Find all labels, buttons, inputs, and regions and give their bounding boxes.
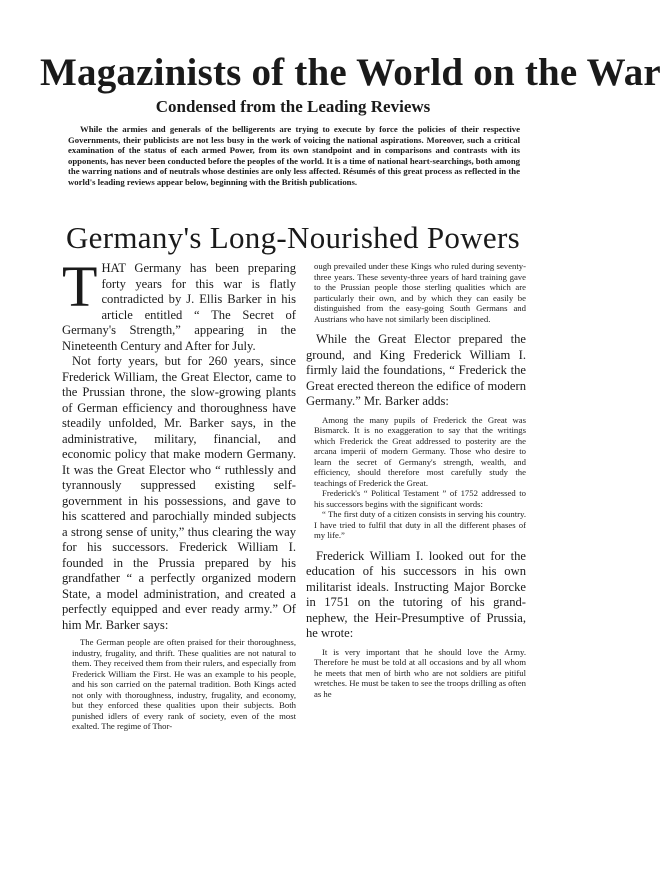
block-quote: The German people are often praised for their thoroughness, industry, frugality, and thrift. These qualities are not natural to them. They received them from their rulers, and especially from Frederick William the First. He was an example to his people, and his son carried on the paternal tradition. Both Kings acted not only with thoroughness, industry, frugality, and economy, but they enforced these qualities upon their subjects. Both punished idlers of every rank of society, even of the most exalted. The regime of Thor- xyxy=(72,637,296,731)
drop-cap: T xyxy=(62,254,98,319)
nested-quote: “ The first duty of a citizen consists in serving his country. I have tried to fulfil that duty in all the different phases of my life.” xyxy=(314,509,526,540)
block-quote: Frederick's “ Political Testament ” of 1752 addressed to his successors begins with the significant words: xyxy=(314,488,526,509)
article-title: Germany's Long-Nourished Powers xyxy=(66,220,520,255)
page-subtitle: Condensed from the Leading Reviews xyxy=(155,97,431,116)
body-paragraph: While the Great Elector prepared the ground, and King Frederick William I. firmly laid the foundations, “ Frederick the Great erected thereon the edifice of modern Germany.” Mr. Barker adds: xyxy=(306,332,526,408)
lead-paragraph-text: HAT Germany has been preparing forty years for this war is flatly contradicted by J. Ellis Barker in his article entitled “ The Secret of Germany's Strength,” appearing in the Nineteenth Century and After for July. xyxy=(62,261,296,353)
page-title: Magazinists of the World on the War xyxy=(40,51,661,94)
intro-paragraph: While the armies and generals of the belligerents are trying to execute by force the policies of their respective Governments, their publicists are not less busy in the work of voicing the national aspirations. Moreover, such a critical examination of the status of each armed Power, from its own standpoint and in comparisons and contrasts with its opponents, has never been conducted before the peoples of the world. It is a time of national heart-searchings, both among the warring nations and of neutrals whose destinies are only less affected. Résumés of this great process as reflected in the world's leading reviews appear below, beginning with the British publications. xyxy=(68,124,520,187)
block-quote-continued: ough prevailed under these Kings who ruled during seventy-three years. These seventy-three years of hard training gave to the Prussian people those sterling qualities which are particularly their own, and by which they can easily be distinguished from the easy-going South Germans and Austrians who have not similarly been disciplined. xyxy=(314,261,526,324)
body-paragraph: Not forty years, but for 260 years, since Frederick William, the Great Elector, came to the Prussian throne, the slow-growing plants of German efficiency and thoroughness have steadily unfolded, Mr. Barker says, in the administrative, military, financial, and economic policy that make modern Germany. It was the Great Elector who “ ruthlessly and tyrannously suppressed existing self-government in his possessions, and gave to his scattered and parochially minded subjects a strong sense of unity,” thus clearing the way for his successors. Frederick William I. founded in the Prussia prepared by his grandfather “ a perfectly organized modern State, a model administration, and created a perfectly equipped and ever ready army.” Of him Mr. Barker says: xyxy=(62,354,296,632)
block-quote: It is very important that he should love the Army. Therefore he must be told at all occasions and by all whom he meets that men of birth who are not soldiers are pitiful wretches. He must be taken to see the troops drilling as often as he xyxy=(314,646,526,699)
block-quote: Among the many pupils of Frederick the Great was Bismarck. It is no exaggeration to say that the writings which Frederick the Great addressed to posterity are the arcana imperii of modern Germany. Those who desire to learn the secret of Germany's strength, wealth, and efficiency, should therefore most carefully study the teachings of Frederick the Great. xyxy=(314,414,526,488)
left-column xyxy=(62,254,296,879)
right-column xyxy=(306,261,526,879)
body-paragraph: Frederick William I. looked out for the education of his successors in his own militarist ideals. Instructing Major Borcke in 1751 on the tutoring of his grand-nephew, the Heir-Presumptive of Prussia, he wrote: xyxy=(306,548,526,640)
lead-paragraph xyxy=(62,254,296,354)
